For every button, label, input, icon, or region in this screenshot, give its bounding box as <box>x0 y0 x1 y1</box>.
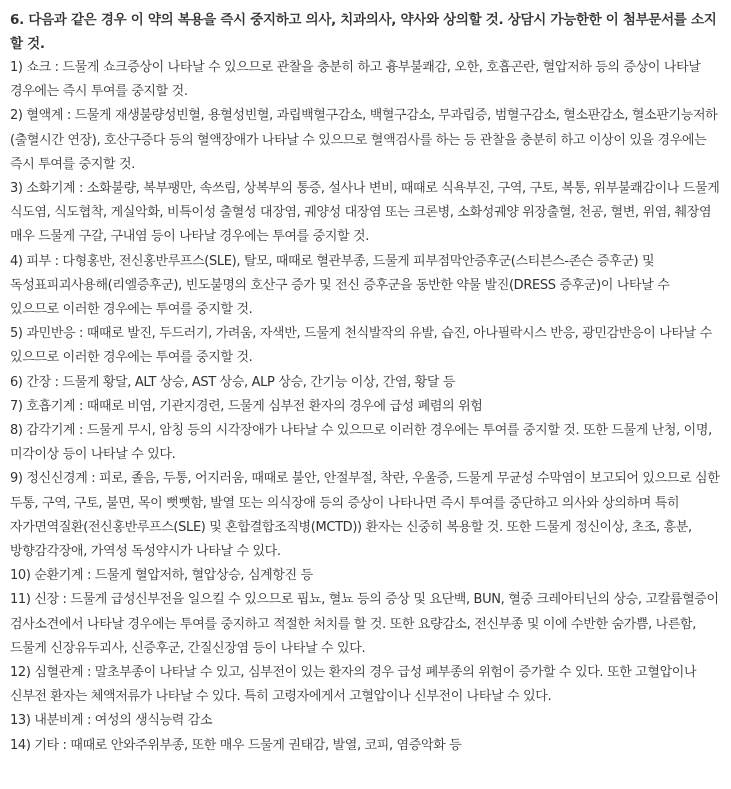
list-item-kidney: 11) 신장 : 드물게 급성신부전을 일으킬 수 있으므로 핍뇨, 혈뇨 등의 증상 및 요단백, BUN, 혈중 크레아티닌의 상승, 고칼륨혈증이 검사소견에서 나타날 경우에는 투여를 중지하고 적절한 처치를 할 것. 또한 요량감소, 전신부종 및 이에 수반한 숨가쁨, 나른함, 드물게 신장유두괴사, 신증후군, 간질신장염 등이 나타날 수 있다. <box>10 592 719 656</box>
list-item-shock: 1) 쇼크 : 드물게 쇼크증상이 나타날 수 있으므로 관찰을 충분히 하고 흉부불쾌감, 오한, 호흡곤란, 혈압저하 등의 증상이 나타날 경우에는 즉시 투여를 중지할 것. <box>10 60 701 100</box>
list-item-other: 14) 기타 : 때때로 안와주위부종, 또한 매우 드물게 권태감, 발열, 코피, 염증악화 등 <box>10 737 462 753</box>
section-heading: 6. 다음과 같은 경우 이 약의 복용을 즉시 중지하고 의사, 치과의사, 약사와 상의할 것. 상담시 가능한한 이 첨부문서를 소지할 것. <box>10 12 717 52</box>
list-item-hypersensitivity: 5) 과민반응 : 때때로 발진, 두드러기, 가려움, 자색반, 드물게 천식발작의 유발, 습진, 아나필락시스 반응, 광민감반응이 나타날 수 있으므로 이러한 경우에는 투여를 중지할 것. <box>10 326 712 366</box>
list-item-endocrine: 13) 내분비계 : 여성의 생식능력 감소 <box>10 713 213 729</box>
list-item-liver: 6) 간장 : 드물게 황달, ALT 상승, AST 상승, ALP 상승, 간기능 이상, 간염, 황달 등 <box>10 374 456 390</box>
list-item-cardiovascular: 12) 심혈관계 : 말초부종이 나타날 수 있고, 심부전이 있는 환자의 경우 급성 폐부종의 위험이 증가할 수 있다. 또한 고혈압이나 신부전 환자는 체액저류가 나타날 수 있다. 특히 고령자에게서 고혈압이나 신부전이 나타날 수 있다. <box>10 665 697 705</box>
list-item-blood: 2) 혈액계 : 드물게 재생불량성빈혈, 용혈성빈혈, 과립백혈구감소, 백혈구감소, 무과립증, 범혈구감소, 혈소판감소, 혈소판기능저하(출혈시간 연장), 호산구증다 등의 혈액장애가 나타날 수 있으므로 혈액검사를 하는 등 관찰을 충분히 하고 이상이 있을 경우에는 즉시 투여를 중지할 것. <box>10 108 718 172</box>
list-item-digestive: 3) 소화기계 : 소화불량, 복부팽만, 속쓰림, 상복부의 통증, 설사나 변비, 때때로 식욕부진, 구역, 구토, 복통, 위부불쾌감이나 드물게 식도염, 식도협착, 게실악화, 비특이성 출혈성 대장염, 궤양성 대장염 또는 크론병, 소화성궤양 위장출혈, 천공, 혈변, 위염, 췌장염 매우 드물게 구갈, 구내염 등이 나타날 경우에는 투여를 중지할 것. <box>10 181 720 245</box>
list-item-skin: 4) 피부 : 다형홍반, 전신홍반루프스(SLE), 탈모, 때때로 혈관부종, 드물게 피부점막안증후군(스티븐스-존슨 증후군) 및 독성표피괴사용해(리엘증후군), 빈도불명의 호산구 증가 및 전신 증후군을 동반한 약물 발진(DRESS 증후군)이 나타날 수 있으므로 이러한 경우에는 투여를 중지할 것. <box>10 253 670 318</box>
list-item-circulatory: 10) 순환기계 : 드물게 혈압저하, 혈압상승, 심계항진 등 <box>10 568 313 584</box>
list-item-sensory: 8) 감각기계 : 드물게 무시, 암칭 등의 시각장애가 나타날 수 있으므로 이러한 경우에는 투여를 중지할 것. 또한 드물게 난청, 이명, 미각이상 등이 나타날 수 있다. <box>10 423 712 463</box>
list-item-respiratory: 7) 호흡기계 : 때때로 비염, 기관지경련, 드물게 심부전 환자의 경우에 급성 폐렴의 위험 <box>10 398 483 414</box>
list-item-neuro: 9) 정신신경계 : 피로, 졸음, 두통, 어지러움, 때때로 불안, 안절부절, 착란, 우울증, 드물게 무균성 수막염이 보고되어 있으므로 심한 두통, 구역, 구토, 불면, 목이 뻣뻣함, 발열 또는 의식장애 등의 증상이 나타나면 즉시 투여를 중단하고 의사와 상의하며 특히 자가면역질환(전신홍반루프스(SLE) 및 혼합결합조직병(MCTD)) 환자는 신중히 복용할 것. 또한 드물게 정신이상, 초조, 흥분, 방향감각장애, 가역성 독성약시가 나타날 수 있다. <box>10 471 720 560</box>
